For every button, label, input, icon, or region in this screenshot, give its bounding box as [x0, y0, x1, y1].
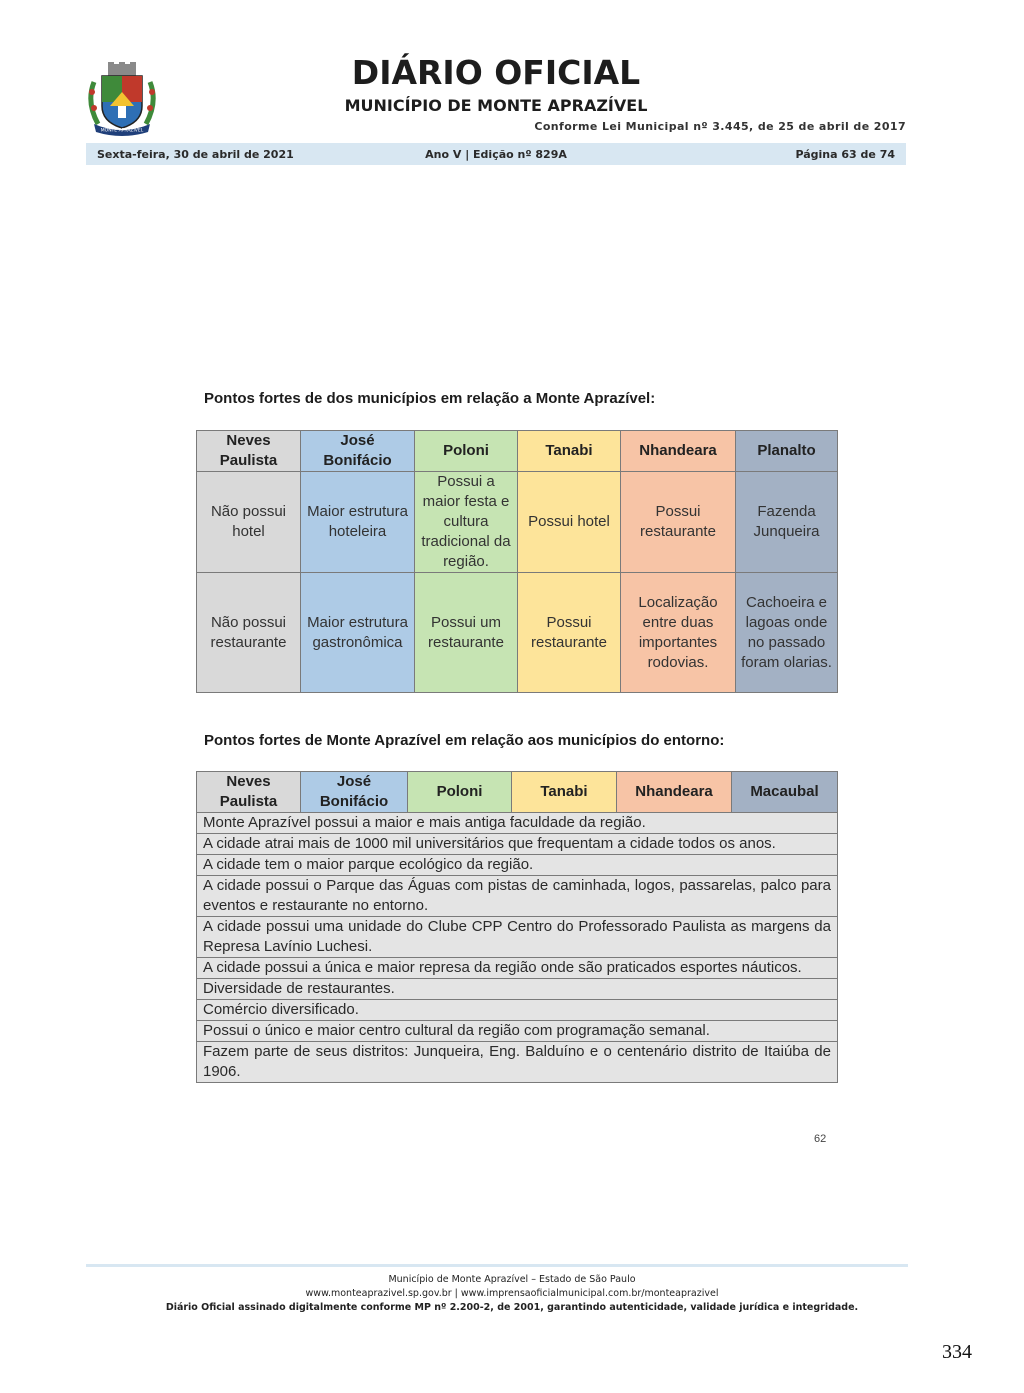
table-row	[197, 1000, 838, 1021]
coat-of-arms-icon	[84, 62, 160, 136]
strengths-monte-aprazivel-table	[196, 771, 838, 1083]
newspaper-title: DIÁRIO OFICIAL	[351, 53, 641, 92]
table-cell: Localização entre duas importantes rodovias.	[621, 573, 736, 693]
table-cell: Possui um restaurante	[415, 573, 518, 693]
column-header: Nhandeara	[617, 772, 732, 813]
strength-item: Comércio diversificado.	[197, 1000, 838, 1021]
table-row	[197, 472, 838, 573]
column-header: Poloni	[415, 431, 518, 472]
strength-item: Diversidade de restaurantes.	[197, 979, 838, 1000]
table-row	[197, 834, 838, 855]
column-header: Tanabi	[512, 772, 617, 813]
table-row	[197, 855, 838, 876]
column-header: Neves Paulista	[197, 772, 301, 813]
table-cell: Não possui hotel	[197, 472, 301, 573]
table-row	[197, 813, 838, 834]
table-cell: Possui a maior festa e cultura tradicional da região.	[415, 472, 518, 573]
column-header: Nhandeara	[621, 431, 736, 472]
strength-item: Monte Aprazível possui a maior e mais antiga faculdade da região.	[197, 813, 838, 834]
footer-digital-signature: Diário Oficial assinado digitalmente conforme MP nº 2.200-2, de 2001, garantindo autenticidade, validade jurídica e integridade.	[165, 1302, 859, 1313]
table-cell: Não possui restaurante	[197, 573, 301, 693]
table-cell: Cachoeira e lagoas onde no passado foram olarias.	[736, 573, 838, 693]
inner-page-number: 62	[814, 1133, 827, 1145]
law-reference: Conforme Lei Municipal nº 3.445, de 25 de abril de 2017	[534, 120, 906, 133]
edition-number: Ano V | Edição nº 829A	[425, 148, 567, 161]
table-row	[197, 917, 838, 958]
strengths-neighbors-table	[196, 430, 838, 693]
table-cell: Maior estrutura hoteleira	[301, 472, 415, 573]
table-header-row	[197, 431, 838, 472]
column-header: Poloni	[408, 772, 512, 813]
strength-item: A cidade possui a única e maior represa da região onde são praticados esportes náuticos.	[197, 958, 838, 979]
publication-date: Sexta-feira, 30 de abril de 2021	[97, 148, 294, 161]
strength-item: A cidade tem o maior parque ecológico da região.	[197, 855, 838, 876]
table-cell: Possui hotel	[518, 472, 621, 573]
column-header: José Bonifácio	[301, 772, 408, 813]
table-cell: Possui restaurante	[621, 472, 736, 573]
table-header-row	[197, 772, 838, 813]
table-row	[197, 876, 838, 917]
table-cell: Possui restaurante	[518, 573, 621, 693]
column-header: Neves Paulista	[197, 431, 301, 472]
table-row	[197, 1042, 838, 1083]
table-row	[197, 958, 838, 979]
table-row	[197, 573, 838, 693]
column-header: Macaubal	[732, 772, 838, 813]
strength-item: Fazem parte de seus distritos: Junqueira, Eng. Balduíno e o centenário distrito de Itaiúba de 1906.	[197, 1042, 838, 1083]
column-header: Tanabi	[518, 431, 621, 472]
table-cell: Fazenda Junqueira	[736, 472, 838, 573]
crest-motto: MONTE APRAZÍVEL	[100, 128, 144, 134]
table-cell: Maior estrutura gastronômica	[301, 573, 415, 693]
table-row	[197, 979, 838, 1000]
footer-municipality: Município de Monte Aprazível – Estado de São Paulo	[388, 1274, 636, 1285]
municipality-name: MUNICÍPIO DE MONTE APRAZÍVEL	[344, 96, 648, 115]
strength-item: A cidade possui uma unidade do Clube CPP Centro do Professorado Paulista as margens da Represa Lavínio Luchesi.	[197, 917, 838, 958]
section-heading-strengths-monte-aprazivel: Pontos fortes de Monte Aprazível em relação aos municípios do entorno:	[204, 732, 725, 749]
strength-item: A cidade possui o Parque das Águas com pistas de caminhada, logos, passarelas, palco para eventos e restaurante no entorno.	[197, 876, 838, 917]
page-indicator: Página 63 de 74	[795, 148, 895, 161]
section-heading-strengths-neighbors: Pontos fortes de dos municípios em relação a Monte Aprazível:	[204, 390, 656, 407]
strength-item: Possui o único e maior centro cultural da região com programação semanal.	[197, 1021, 838, 1042]
edition-info-bar	[86, 143, 906, 165]
column-header: Planalto	[736, 431, 838, 472]
table-row	[197, 1021, 838, 1042]
archive-page-number: 334	[942, 1341, 972, 1363]
strength-item: A cidade atrai mais de 1000 mil universitários que frequentam a cidade todos os anos.	[197, 834, 838, 855]
footer-divider	[86, 1264, 908, 1267]
column-header: José Bonifácio	[301, 431, 415, 472]
footer-websites: www.monteaprazivel.sp.gov.br | www.imprensaoficialmunicipal.com.br/monteaprazivel	[305, 1288, 719, 1299]
